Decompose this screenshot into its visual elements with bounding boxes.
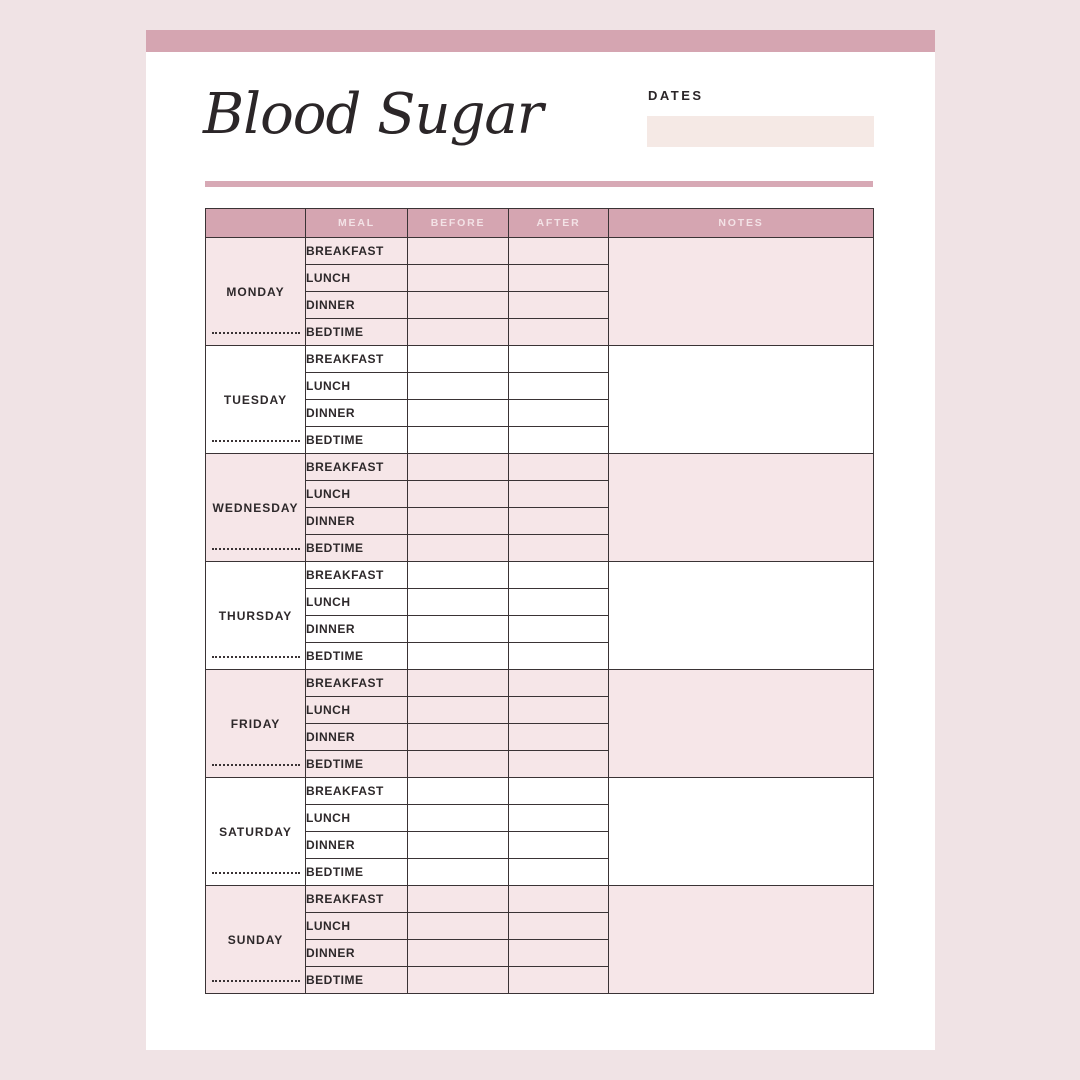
before-cell[interactable] bbox=[408, 805, 509, 832]
day-label: THURSDAY bbox=[218, 608, 293, 623]
before-cell[interactable] bbox=[408, 292, 509, 319]
before-cell[interactable] bbox=[408, 400, 509, 427]
meal-label: BREAKFAST bbox=[306, 346, 408, 373]
meal-label: BREAKFAST bbox=[306, 886, 408, 913]
notes-cell[interactable] bbox=[609, 562, 874, 670]
meal-label: LUNCH bbox=[306, 805, 408, 832]
before-cell[interactable] bbox=[408, 562, 509, 589]
after-cell[interactable] bbox=[509, 481, 609, 508]
meal-label: DINNER bbox=[306, 400, 408, 427]
before-cell[interactable] bbox=[408, 751, 509, 778]
meal-label: DINNER bbox=[306, 508, 408, 535]
notes-cell[interactable] bbox=[609, 886, 874, 994]
after-cell[interactable] bbox=[509, 454, 609, 481]
before-cell[interactable] bbox=[408, 859, 509, 886]
meal-label: LUNCH bbox=[306, 481, 408, 508]
day-label: WEDNESDAY bbox=[212, 500, 299, 515]
before-cell[interactable] bbox=[408, 508, 509, 535]
after-cell[interactable] bbox=[509, 238, 609, 265]
before-cell[interactable] bbox=[408, 913, 509, 940]
after-cell[interactable] bbox=[509, 535, 609, 562]
day-cell bbox=[206, 670, 306, 778]
meal-label: BREAKFAST bbox=[306, 562, 408, 589]
after-cell[interactable] bbox=[509, 805, 609, 832]
dates-input-box[interactable] bbox=[647, 116, 874, 147]
before-cell[interactable] bbox=[408, 832, 509, 859]
day-section-tuesday bbox=[206, 346, 874, 454]
day-section-friday bbox=[206, 670, 874, 778]
meal-label: BEDTIME bbox=[306, 319, 408, 346]
meal-label: BREAKFAST bbox=[306, 454, 408, 481]
day-cell bbox=[206, 346, 306, 454]
after-cell[interactable] bbox=[509, 940, 609, 967]
after-cell[interactable] bbox=[509, 643, 609, 670]
date-write-line bbox=[212, 332, 300, 334]
table-header bbox=[206, 209, 874, 238]
day-section-monday bbox=[206, 238, 874, 346]
before-cell[interactable] bbox=[408, 616, 509, 643]
after-cell[interactable] bbox=[509, 292, 609, 319]
page-title: Blood Sugar bbox=[203, 82, 543, 147]
after-cell[interactable] bbox=[509, 832, 609, 859]
day-cell bbox=[206, 238, 306, 346]
day-label: FRIDAY bbox=[230, 716, 281, 731]
after-cell[interactable] bbox=[509, 724, 609, 751]
top-accent-bar bbox=[146, 30, 935, 52]
before-cell[interactable] bbox=[408, 427, 509, 454]
after-cell[interactable] bbox=[509, 427, 609, 454]
after-cell[interactable] bbox=[509, 562, 609, 589]
after-cell[interactable] bbox=[509, 751, 609, 778]
after-cell[interactable] bbox=[509, 697, 609, 724]
day-section-saturday bbox=[206, 778, 874, 886]
column-header-meal: MEAL bbox=[306, 209, 408, 238]
date-write-line bbox=[212, 548, 300, 550]
notes-cell[interactable] bbox=[609, 346, 874, 454]
column-header-day bbox=[206, 209, 306, 238]
before-cell[interactable] bbox=[408, 481, 509, 508]
blood-sugar-table bbox=[205, 208, 874, 994]
date-write-line bbox=[212, 764, 300, 766]
before-cell[interactable] bbox=[408, 643, 509, 670]
meal-label: BREAKFAST bbox=[306, 778, 408, 805]
notes-cell[interactable] bbox=[609, 670, 874, 778]
meal-label: LUNCH bbox=[306, 913, 408, 940]
after-cell[interactable] bbox=[509, 373, 609, 400]
before-cell[interactable] bbox=[408, 589, 509, 616]
meal-label: BEDTIME bbox=[306, 859, 408, 886]
after-cell[interactable] bbox=[509, 346, 609, 373]
after-cell[interactable] bbox=[509, 508, 609, 535]
day-cell bbox=[206, 778, 306, 886]
meal-label: LUNCH bbox=[306, 265, 408, 292]
meal-label: BEDTIME bbox=[306, 427, 408, 454]
meal-label: DINNER bbox=[306, 616, 408, 643]
day-label: TUESDAY bbox=[223, 392, 288, 407]
after-cell[interactable] bbox=[509, 670, 609, 697]
day-label: SATURDAY bbox=[219, 824, 292, 839]
column-header-before: BEFORE bbox=[408, 209, 509, 238]
date-write-line bbox=[212, 872, 300, 874]
before-cell[interactable] bbox=[408, 535, 509, 562]
after-cell[interactable] bbox=[509, 859, 609, 886]
meal-label: LUNCH bbox=[306, 589, 408, 616]
day-cell bbox=[206, 562, 306, 670]
meal-label: LUNCH bbox=[306, 373, 408, 400]
meal-label: DINNER bbox=[306, 832, 408, 859]
after-cell[interactable] bbox=[509, 778, 609, 805]
meal-label: BREAKFAST bbox=[306, 238, 408, 265]
before-cell[interactable] bbox=[408, 724, 509, 751]
notes-cell[interactable] bbox=[609, 778, 874, 886]
before-cell[interactable] bbox=[408, 238, 509, 265]
column-header-notes: NOTES bbox=[609, 209, 874, 238]
before-cell[interactable] bbox=[408, 319, 509, 346]
meal-label: DINNER bbox=[306, 724, 408, 751]
date-write-line bbox=[212, 656, 300, 658]
after-cell[interactable] bbox=[509, 589, 609, 616]
date-write-line bbox=[212, 980, 300, 982]
before-cell[interactable] bbox=[408, 265, 509, 292]
meal-label: LUNCH bbox=[306, 697, 408, 724]
after-cell[interactable] bbox=[509, 400, 609, 427]
day-section-thursday bbox=[206, 562, 874, 670]
before-cell[interactable] bbox=[408, 454, 509, 481]
meal-label: DINNER bbox=[306, 940, 408, 967]
planner-page bbox=[146, 30, 935, 1050]
before-cell[interactable] bbox=[408, 346, 509, 373]
before-cell[interactable] bbox=[408, 697, 509, 724]
before-cell[interactable] bbox=[408, 373, 509, 400]
day-label: SUNDAY bbox=[227, 932, 284, 947]
before-cell[interactable] bbox=[408, 778, 509, 805]
before-cell[interactable] bbox=[408, 886, 509, 913]
day-cell bbox=[206, 886, 306, 994]
before-cell[interactable] bbox=[408, 940, 509, 967]
after-cell[interactable] bbox=[509, 265, 609, 292]
meal-label: BEDTIME bbox=[306, 535, 408, 562]
notes-cell[interactable] bbox=[609, 454, 874, 562]
day-cell bbox=[206, 454, 306, 562]
day-section-sunday bbox=[206, 886, 874, 994]
after-cell[interactable] bbox=[509, 616, 609, 643]
title-divider bbox=[205, 181, 873, 187]
day-section-wednesday bbox=[206, 454, 874, 562]
meal-label: BEDTIME bbox=[306, 967, 408, 994]
day-label: MONDAY bbox=[226, 284, 285, 299]
notes-cell[interactable] bbox=[609, 238, 874, 346]
dates-label: DATES bbox=[648, 88, 704, 103]
meal-label: BEDTIME bbox=[306, 751, 408, 778]
after-cell[interactable] bbox=[509, 913, 609, 940]
before-cell[interactable] bbox=[408, 670, 509, 697]
after-cell[interactable] bbox=[509, 967, 609, 994]
date-write-line bbox=[212, 440, 300, 442]
before-cell[interactable] bbox=[408, 967, 509, 994]
meal-label: BREAKFAST bbox=[306, 670, 408, 697]
after-cell[interactable] bbox=[509, 886, 609, 913]
column-header-after: AFTER bbox=[509, 209, 609, 238]
after-cell[interactable] bbox=[509, 319, 609, 346]
meal-label: BEDTIME bbox=[306, 643, 408, 670]
meal-label: DINNER bbox=[306, 292, 408, 319]
